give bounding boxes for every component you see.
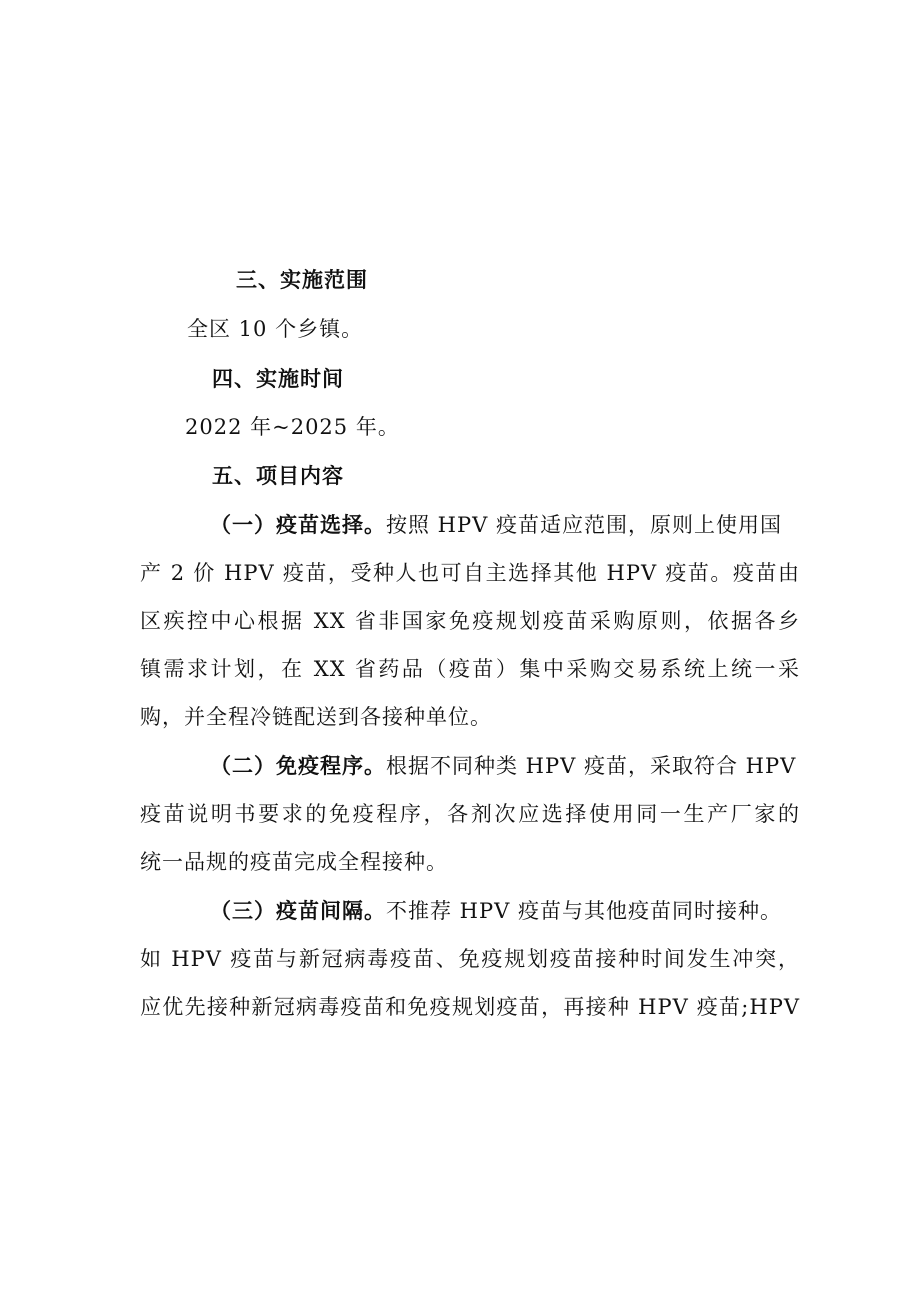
paragraph-line: 区疾控中心根据 XX 省非国家免疫规划疫苗采购原则，依据各乡 (140, 609, 800, 633)
section-text-time: 2022 年~2025 年。 (185, 415, 400, 439)
section-heading-content: 五、项目内容 (212, 463, 344, 488)
paragraph-immunization-schedule-first-line (210, 752, 800, 780)
subheading-vaccine-interval: （三）疫苗间隔。 (210, 898, 386, 923)
paragraph-line: 统一品规的疫苗完成全程接种。 (140, 850, 448, 874)
section-heading-scope: 三、实施范围 (236, 267, 368, 292)
paragraph-line: 镇需求计划，在 XX 省药品（疫苗）集中采购交易系统上统一采 (140, 657, 800, 681)
paragraph-vaccine-interval-first-line (210, 897, 800, 925)
paragraph-line: 应优先接种新冠病毒疫苗和免疫规划疫苗，再接种 HPV 疫苗;HPV (140, 995, 800, 1019)
subheading-immunization-schedule: （二）免疫程序。 (210, 753, 386, 778)
paragraph-vaccine-selection-first-line (210, 511, 800, 539)
section-text-scope: 全区 10 个乡镇。 (187, 317, 364, 341)
section-heading-time: 四、实施时间 (212, 366, 344, 391)
paragraph-text: 按照 HPV 疫苗适应范围，原则上使用国 (386, 513, 782, 537)
paragraph-line: 购，并全程冷链配送到各接种单位。 (140, 705, 492, 729)
paragraph-text: 根据不同种类 HPV 疫苗，采取符合 HPV (386, 754, 797, 778)
paragraph-line: 疫苗说明书要求的免疫程序，各剂次应选择使用同一生产厂家的 (140, 802, 800, 826)
paragraph-line: 产 2 价 HPV 疫苗，受种人也可自主选择其他 HPV 疫苗。疫苗由 (140, 561, 800, 585)
paragraph-line: 如 HPV 疫苗与新冠病毒疫苗、免疫规划疫苗接种时间发生冲突， (140, 947, 800, 971)
subheading-vaccine-selection: （一）疫苗选择。 (210, 512, 386, 537)
paragraph-text: 不推荐 HPV 疫苗与其他疫苗同时接种。 (386, 899, 782, 923)
